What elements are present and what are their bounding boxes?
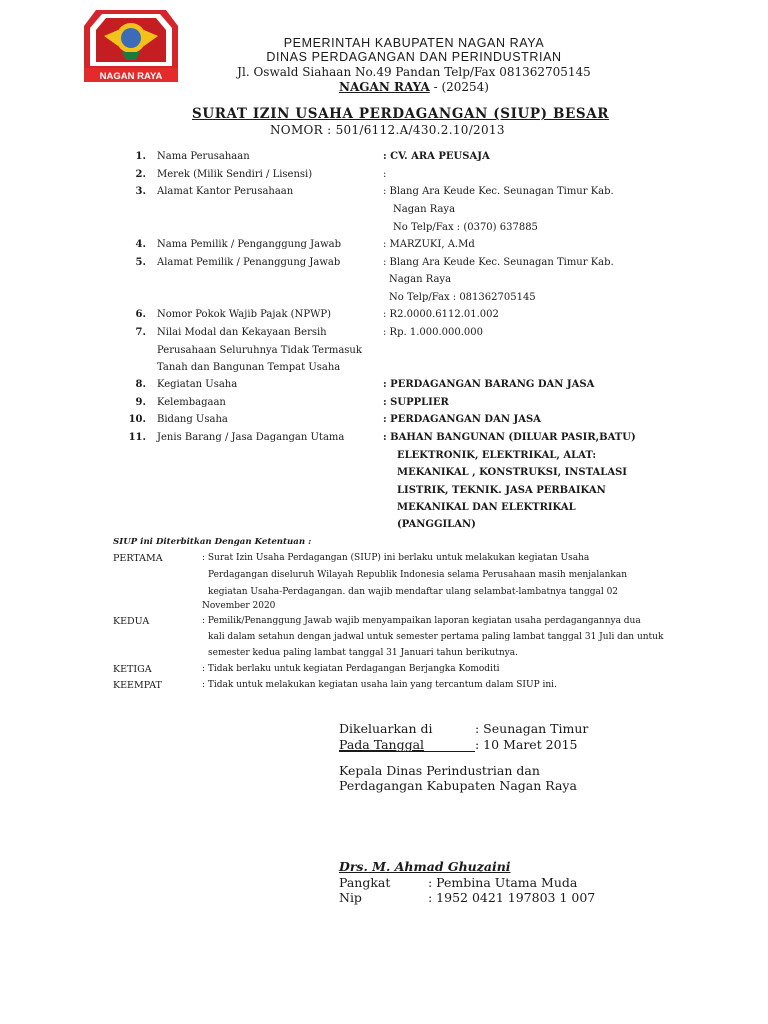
field-label: Kegiatan Usaha bbox=[157, 379, 238, 390]
term-key-pertama: PERTAMA bbox=[113, 553, 163, 564]
term-text: November 2020 bbox=[202, 601, 276, 611]
field-label-line: Perusahaan Seluruhnya Tidak Termasuk bbox=[157, 345, 362, 356]
field-value: : Blang Ara Keude Kec. Seunagan Timur Kab. bbox=[383, 186, 614, 197]
field-number: 10. bbox=[128, 414, 146, 425]
field-label: Merek (Milik Sendiri / Lisensi) bbox=[157, 169, 313, 180]
term-key-keempat: KEEMPAT bbox=[113, 680, 162, 691]
field-number: 8. bbox=[135, 379, 146, 390]
terms-header: SIUP ini Diterbitkan Dengan Ketentuan : bbox=[113, 537, 312, 547]
header-location-name: NAGAN RAYA bbox=[338, 80, 430, 94]
office-line-1: Kepala Dinas Perindustrian dan bbox=[339, 763, 540, 778]
field-number: 9. bbox=[135, 397, 146, 408]
rank-label: Pangkat bbox=[339, 875, 391, 890]
field-value: : PERDAGANGAN BARANG DAN JASA bbox=[383, 379, 595, 390]
field-label-line: Tanah dan Bangunan Tempat Usaha bbox=[157, 362, 341, 373]
field-number: 5. bbox=[135, 257, 146, 268]
field-label: Alamat Pemilik / Penanggung Jawab bbox=[157, 257, 341, 268]
issued-date-value: : 10 Maret 2015 bbox=[475, 737, 578, 752]
office-line-2: Perdagangan Kabupaten Nagan Raya bbox=[339, 778, 577, 793]
signatory-name: Drs. M. Ahmad Ghuzaini bbox=[339, 859, 511, 874]
field-value: : MARZUKI, A.Md bbox=[383, 239, 475, 250]
nip-value: : 1952 0421 197803 1 007 bbox=[428, 890, 596, 905]
field-value: : SUPPLIER bbox=[383, 397, 449, 408]
term-text: Perdagangan diseluruh Wilayah Republik Indonesia selama Perusahaan masih menjalankan bbox=[208, 570, 628, 580]
field-number: 4. bbox=[135, 239, 146, 250]
field-value: : bbox=[383, 169, 387, 180]
field-label: Nama Perusahaan bbox=[157, 151, 250, 162]
field-value-line: ELEKTRONIK, ELEKTRIKAL, ALAT: bbox=[397, 450, 597, 461]
header-government: PEMERINTAH KABUPATEN NAGAN RAYA bbox=[283, 36, 545, 50]
field-number: 11. bbox=[128, 432, 146, 443]
term-key-ketiga: KETIGA bbox=[113, 664, 152, 675]
field-number: 7. bbox=[135, 327, 146, 338]
term-text: kali dalam setahun dengan jadwal untuk semester pertama paling lambat tanggal 31 Juli dan untuk bbox=[208, 632, 664, 642]
field-label: Alamat Kantor Perusahaan bbox=[157, 186, 294, 197]
field-value: : R2.0000.6112.01.002 bbox=[383, 309, 499, 320]
header-department: DINAS PERDAGANGAN DAN PERINDUSTRIAN bbox=[266, 50, 562, 64]
field-label: Nilai Modal dan Kekayaan Bersih bbox=[157, 327, 327, 338]
field-number: 6. bbox=[135, 309, 146, 320]
term-text: : Pemilik/Penanggung Jawab wajib menyampaikan laporan kegiatan usaha perdagangannya dua bbox=[202, 616, 641, 626]
term-text: : Surat Izin Usaha Perdagangan (SIUP) ini berlaku untuk melakukan kegiatan Usaha bbox=[202, 553, 590, 563]
rank-value: : Pembina Utama Muda bbox=[428, 875, 578, 890]
field-value-line: Nagan Raya bbox=[393, 204, 456, 215]
nip-label: Nip bbox=[339, 890, 362, 905]
field-value-line: LISTRIK, TEKNIK. JASA PERBAIKAN bbox=[397, 485, 606, 496]
term-text: : Tidak untuk melakukan kegiatan usaha lain yang tercantum dalam SIUP ini. bbox=[202, 680, 557, 690]
field-value-line: MEKANIKAL , KONSTRUKSI, INSTALASI bbox=[397, 467, 627, 478]
field-label: Nama Pemilik / Penganggung Jawab bbox=[157, 239, 341, 250]
field-number: 3. bbox=[135, 186, 146, 197]
issued-place-label: Dikeluarkan di bbox=[339, 721, 433, 736]
field-value-line: No Telp/Fax : (0370) 637885 bbox=[393, 222, 538, 233]
issued-place-value: : Seunagan Timur bbox=[475, 721, 589, 736]
field-label: Bidang Usaha bbox=[157, 414, 228, 425]
field-value-line: MEKANIKAL DAN ELEKTRIKAL bbox=[397, 502, 576, 513]
date-underline bbox=[339, 751, 475, 752]
field-value-line: (PANGGILAN) bbox=[397, 519, 476, 530]
document-title: SURAT IZIN USAHA PERDAGANGAN (SIUP) BESAR bbox=[192, 106, 610, 122]
term-text: semester kedua paling lambat tanggal 31 Januari tahun berikutnya. bbox=[208, 648, 518, 658]
issued-date-label: Pada Tanggal bbox=[339, 737, 425, 752]
header-address: Jl. Oswald Siahaan No.49 Pandan Telp/Fax 081362705145 bbox=[237, 65, 591, 79]
logo-text: NAGAN RAYA bbox=[99, 71, 163, 82]
document-number: NOMOR : 501/6112.A/430.2.10/2013 bbox=[270, 123, 505, 137]
field-label: Jenis Barang / Jasa Dagangan Utama bbox=[157, 432, 345, 443]
field-value: : CV. ARA PEUSAJA bbox=[383, 151, 490, 162]
field-value: : Rp. 1.000.000.000 bbox=[383, 327, 483, 338]
field-label: Nomor Pokok Wajib Pajak (NPWP) bbox=[157, 309, 331, 320]
term-key-kedua: KEDUA bbox=[113, 616, 150, 627]
term-text: kegiatan Usaha-Perdagangan. dan wajib mendaftar ulang selambat-lambatnya tanggal 02 bbox=[208, 587, 619, 597]
field-value: : BAHAN BANGUNAN (DILUAR PASIR,BATU) bbox=[383, 432, 636, 443]
field-number: 1. bbox=[135, 151, 146, 162]
term-text: : Tidak berlaku untuk kegiatan Perdagangan Berjangka Komoditi bbox=[202, 664, 500, 674]
field-value-line: Nagan Raya bbox=[389, 274, 452, 285]
header-postal-code: - (20254) bbox=[429, 80, 489, 94]
field-value: : Blang Ara Keude Kec. Seunagan Timur Kab. bbox=[383, 257, 614, 268]
header-location bbox=[0, 80, 768, 94]
field-label: Kelembagaan bbox=[157, 397, 226, 408]
field-value: : PERDAGANGAN DAN JASA bbox=[383, 414, 541, 425]
field-number: 2. bbox=[135, 169, 146, 180]
field-value-line: No Telp/Fax : 081362705145 bbox=[389, 292, 536, 303]
